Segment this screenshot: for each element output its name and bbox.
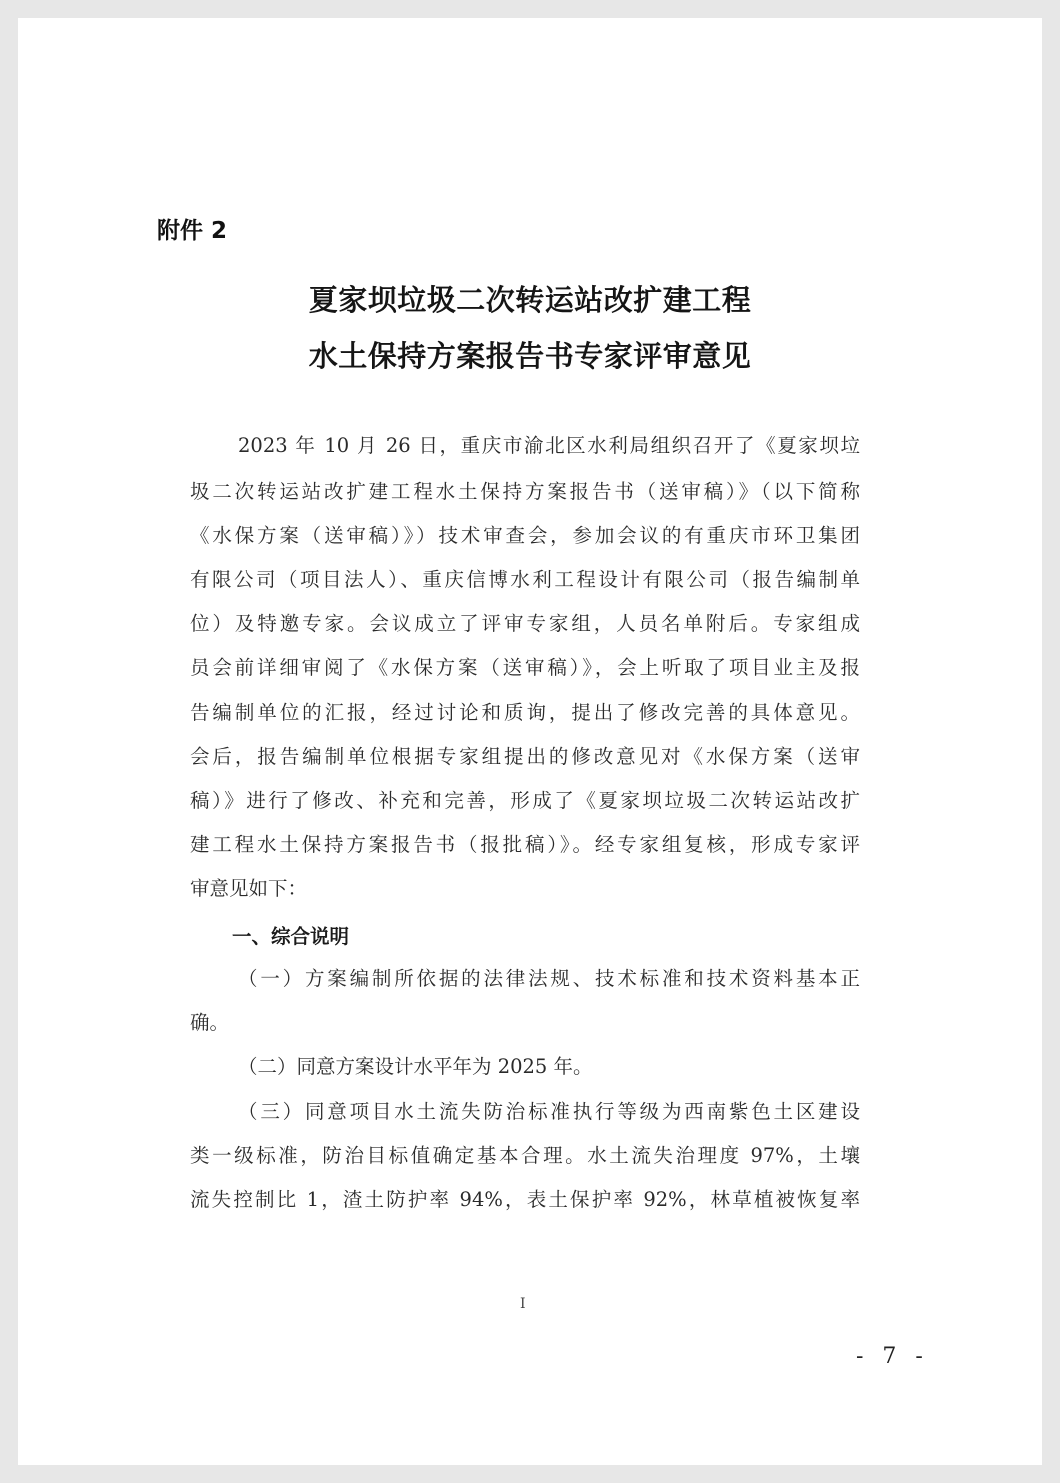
paragraph-line: 告编制单位的汇报，经过讨论和质询，提出了修改完善的具体意见。 [190,701,860,724]
paragraph-line: 稿）》进行了修改、补充和完善，形成了《夏家坝垃圾二次转运站改扩 [190,789,860,812]
paragraph-line: 审意见如下： [190,877,308,900]
paragraph-line: 2023 年 10 月 26 日，重庆市渝北区水利局组织召开了《夏家坝垃 [238,434,860,457]
paragraph-line: 类一级标准，防治目标值确定基本合理。水土流失治理度 97%，土壤 [190,1144,860,1167]
page-mark: I [520,1296,526,1312]
attachment-label: 附件 2 [157,218,228,244]
paragraph-line: 有限公司（项目法人）、重庆信博水利工程设计有限公司（报告编制单 [190,568,860,591]
paragraph-line: 圾二次转运站改扩建工程水土保持方案报告书（送审稿）》（以下简称 [190,480,860,503]
paragraph-line: （三）同意项目水土流失防治标准执行等级为西南紫色土区建设 [238,1100,860,1123]
paragraph-line: 位）及特邀专家。会议成立了评审专家组，人员名单附后。专家组成 [190,612,860,635]
paragraph-line: （二）同意方案设计水平年为 2025 年。 [238,1055,593,1078]
page-number: - 7 - [856,1344,929,1369]
paragraph-line: 会后，报告编制单位根据专家组提出的修改意见对《水保方案（送审 [190,745,860,768]
paragraph-line: 流失控制比 1，渣土防护率 94%，表土保护率 92%，林草植被恢复率 [190,1188,860,1211]
paragraph-line: 员会前详细审阅了《水保方案（送审稿）》，会上听取了项目业主及报 [190,656,860,679]
paragraph-line: 确。 [190,1011,230,1034]
section-heading: 一、综合说明 [232,925,350,948]
paragraph-line: （一）方案编制所依据的法律法规、技术标准和技术资料基本正 [238,967,860,990]
document-title-line-2: 水土保持方案报告书专家评审意见 [308,339,752,373]
paragraph-line: 建工程水土保持方案报告书（报批稿）》。经专家组复核，形成专家评 [190,833,860,856]
paragraph-line: 《水保方案（送审稿）》）技术审查会，参加会议的有重庆市环卫集团 [190,524,860,547]
document-title-line-1: 夏家坝垃圾二次转运站改扩建工程 [308,283,752,317]
